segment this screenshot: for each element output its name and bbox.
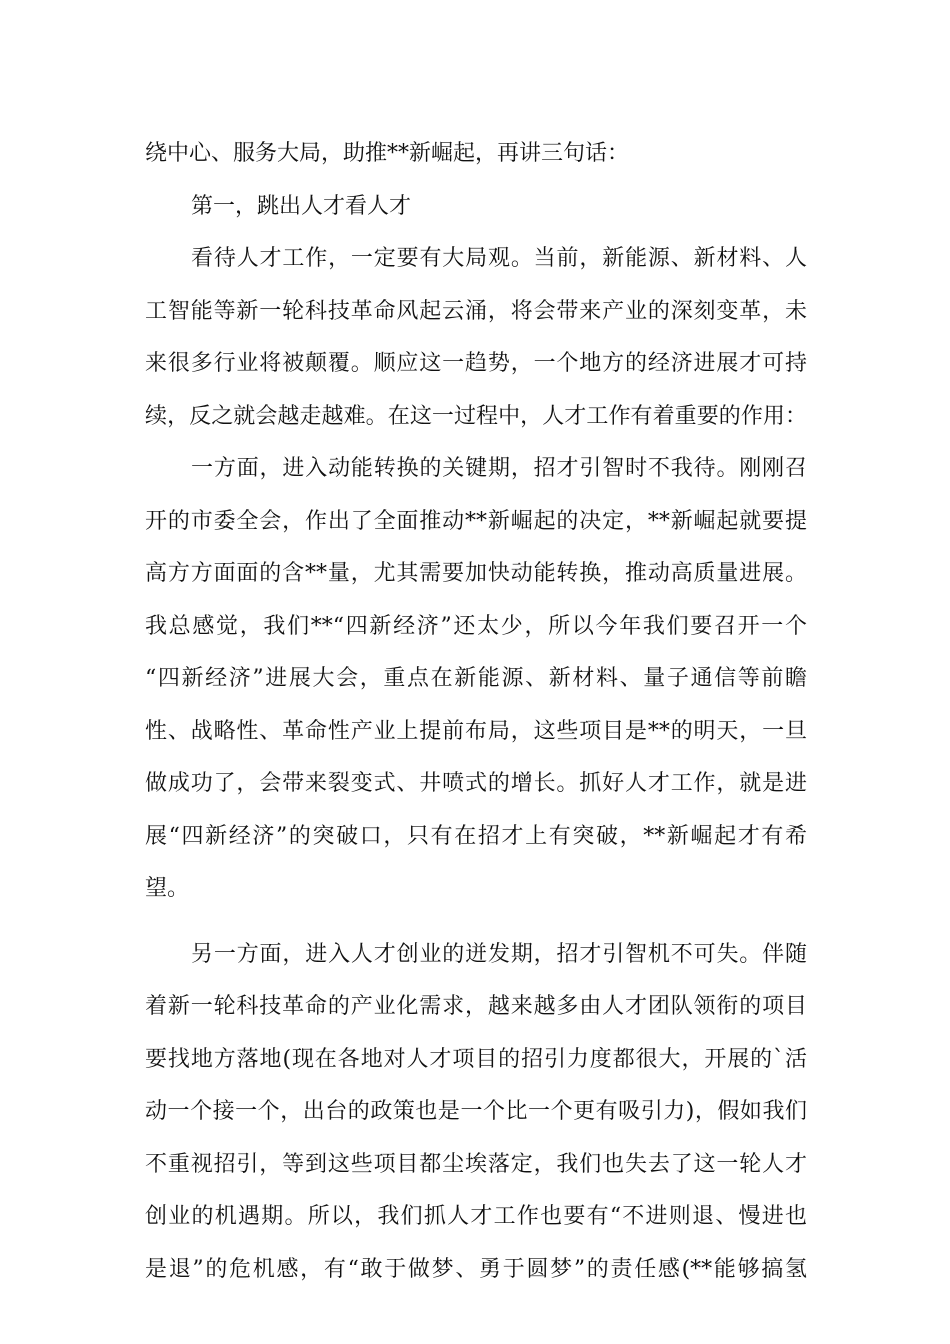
text-line: 不重视招引，等到这些项目都尘埃落定，我们也失去了这一轮人才	[145, 1151, 807, 1177]
text-line: 做成功了，会带来裂变式、井喷式的增长。抓好人才工作，就是进	[145, 771, 807, 796]
text-line: 展“四新经济”的突破口，只有在招才上有突破，**新崛起才有希	[145, 823, 807, 849]
text-line: 一方面，进入动能转换的关键期，招才引智时不我待。刚刚召	[191, 456, 807, 481]
text-line: 望。	[145, 876, 190, 901]
text-line: 开的市委全会，作出了全面推动**新崛起的决定，**新崛起就要提	[145, 508, 807, 534]
text-line: 绕中心、服务大局，助推**新崛起，再讲三句话：	[145, 141, 630, 166]
text-line: 另一方面，进入人才创业的迸发期，招才引智机不可失。伴随	[191, 941, 807, 967]
text-line: 来很多行业将被颠覆。顺应这一趋势，一个地方的经济进展才可持	[145, 351, 807, 376]
text-line: 高方方面面的含**量，尤其需要加快动能转换，推动高质量进展。	[145, 561, 807, 586]
text-line: “四新经济”进展大会，重点在新能源、新材料、量子通信等前瞻	[145, 666, 807, 691]
text-line: 是退”的危机感，有“敢于做梦、勇于圆梦”的责任感(**能够搞氢	[145, 1256, 807, 1282]
text-line: 性、战略性、革命性产业上提前布局，这些项目是**的明天，一旦	[145, 718, 807, 744]
text-line: 动一个接一个，出台的政策也是一个比一个更有吸引力)，假如我们	[145, 1099, 807, 1124]
text-line: 着新一轮科技革命的产业化需求，越来越多由人才团队领衔的项目	[145, 994, 807, 1019]
text-line: 工智能等新一轮科技革命风起云涌，将会带来产业的深刻变革，未	[145, 298, 807, 324]
text-line: 我总感觉，我们**“四新经济”还太少，所以今年我们要召开一个	[145, 613, 807, 639]
section-heading: 第一，跳出人才看人才	[191, 193, 412, 219]
document-body	[145, 128, 807, 1296]
text-line: 看待人才工作，一定要有大局观。当前，新能源、新材料、人	[191, 246, 807, 271]
text-line: 续，反之就会越走越难。在这一过程中，人才工作有着重要的作用：	[145, 403, 807, 429]
text-line: 要找地方落地(现在各地对人才项目的招引力度都很大，开展的`活	[145, 1046, 807, 1072]
text-line: 创业的机遇期。所以，我们抓人才工作也要有“不进则退、慢进也	[145, 1204, 807, 1229]
